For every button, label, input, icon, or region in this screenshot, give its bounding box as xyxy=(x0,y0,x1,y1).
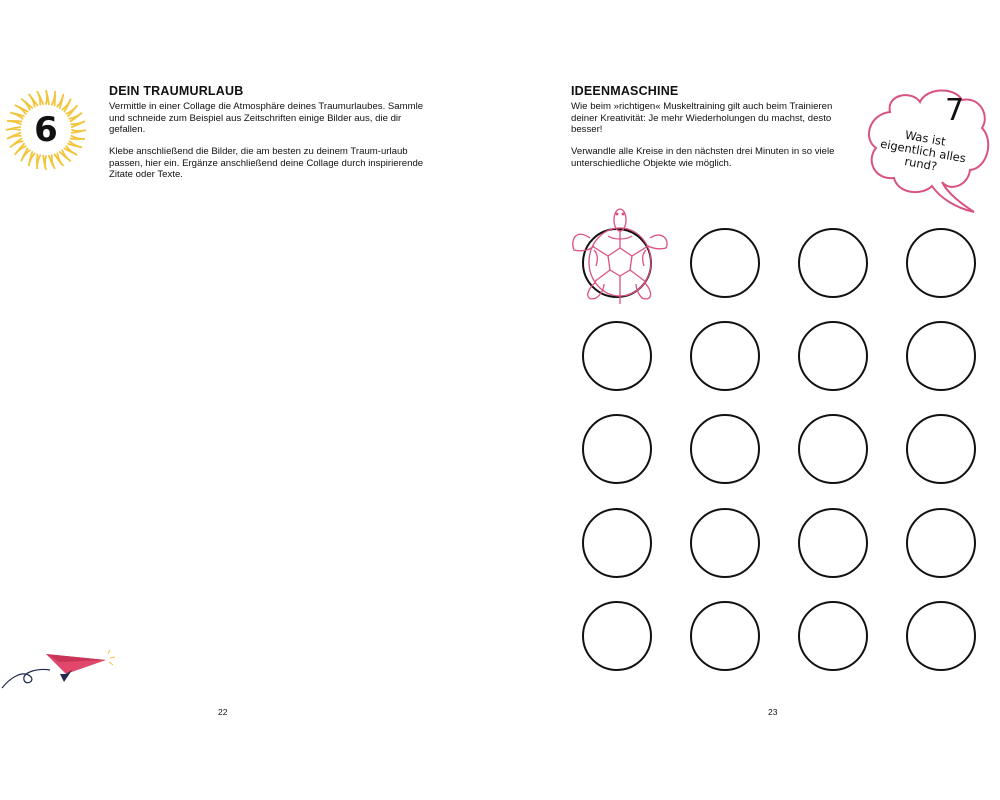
drawing-circle xyxy=(798,228,868,298)
turtle-icon xyxy=(568,200,673,308)
page-title: IDEENMASCHINE xyxy=(571,84,679,98)
drawing-circle xyxy=(906,601,976,671)
instruction-paragraph: Wie beim »richtigen« Muskeltraining gilt auch beim Trainieren deiner Kreativität: Je mehr Wiederholungen du machst, desto besser! xyxy=(571,101,833,136)
instruction-paragraph: Verwandle alle Kreise in den nächsten drei Minuten in so viele unterschiedliche Objekte wie möglich. xyxy=(571,146,835,169)
drawing-circle xyxy=(798,601,868,671)
page-number: 23 xyxy=(768,707,778,717)
drawing-circle xyxy=(690,414,760,484)
drawing-circle xyxy=(906,228,976,298)
sun-badge xyxy=(4,88,88,172)
drawing-circle xyxy=(798,508,868,578)
drawing-circle xyxy=(798,414,868,484)
drawing-circle xyxy=(690,228,760,298)
drawing-circle xyxy=(798,321,868,391)
instruction-paragraph: Klebe anschließend die Bilder, die am besten zu deinem Traum-urlaub passen, hier ein. Ergänze anschließend deine Collage durch inspirierende Zitate oder Texte. xyxy=(109,146,424,181)
paper-plane-icon xyxy=(0,640,120,695)
page-title: DEIN TRAUMURLAUB xyxy=(109,84,244,98)
drawing-circle xyxy=(690,321,760,391)
drawing-circle xyxy=(582,508,652,578)
drawing-circle xyxy=(690,508,760,578)
drawing-circle xyxy=(582,321,652,391)
exercise-number: 7 xyxy=(945,93,965,128)
drawing-circle xyxy=(582,414,652,484)
drawing-circle xyxy=(906,321,976,391)
drawing-circle xyxy=(690,601,760,671)
page-number: 22 xyxy=(218,707,228,717)
drawing-circle xyxy=(906,414,976,484)
exercise-number: 6 xyxy=(34,110,58,150)
prompt-text: Was ist eigentlich alles rund? xyxy=(879,127,967,174)
drawing-circle xyxy=(582,601,652,671)
instruction-paragraph: Vermittle in einer Collage die Atmosphäre deines Traumurlaubes. Sammle und schneide zum Beispiel aus Zeitschriften einige Bilder aus, die dir gefallen. xyxy=(109,101,424,136)
right-page xyxy=(500,0,1000,800)
drawing-circle xyxy=(906,508,976,578)
